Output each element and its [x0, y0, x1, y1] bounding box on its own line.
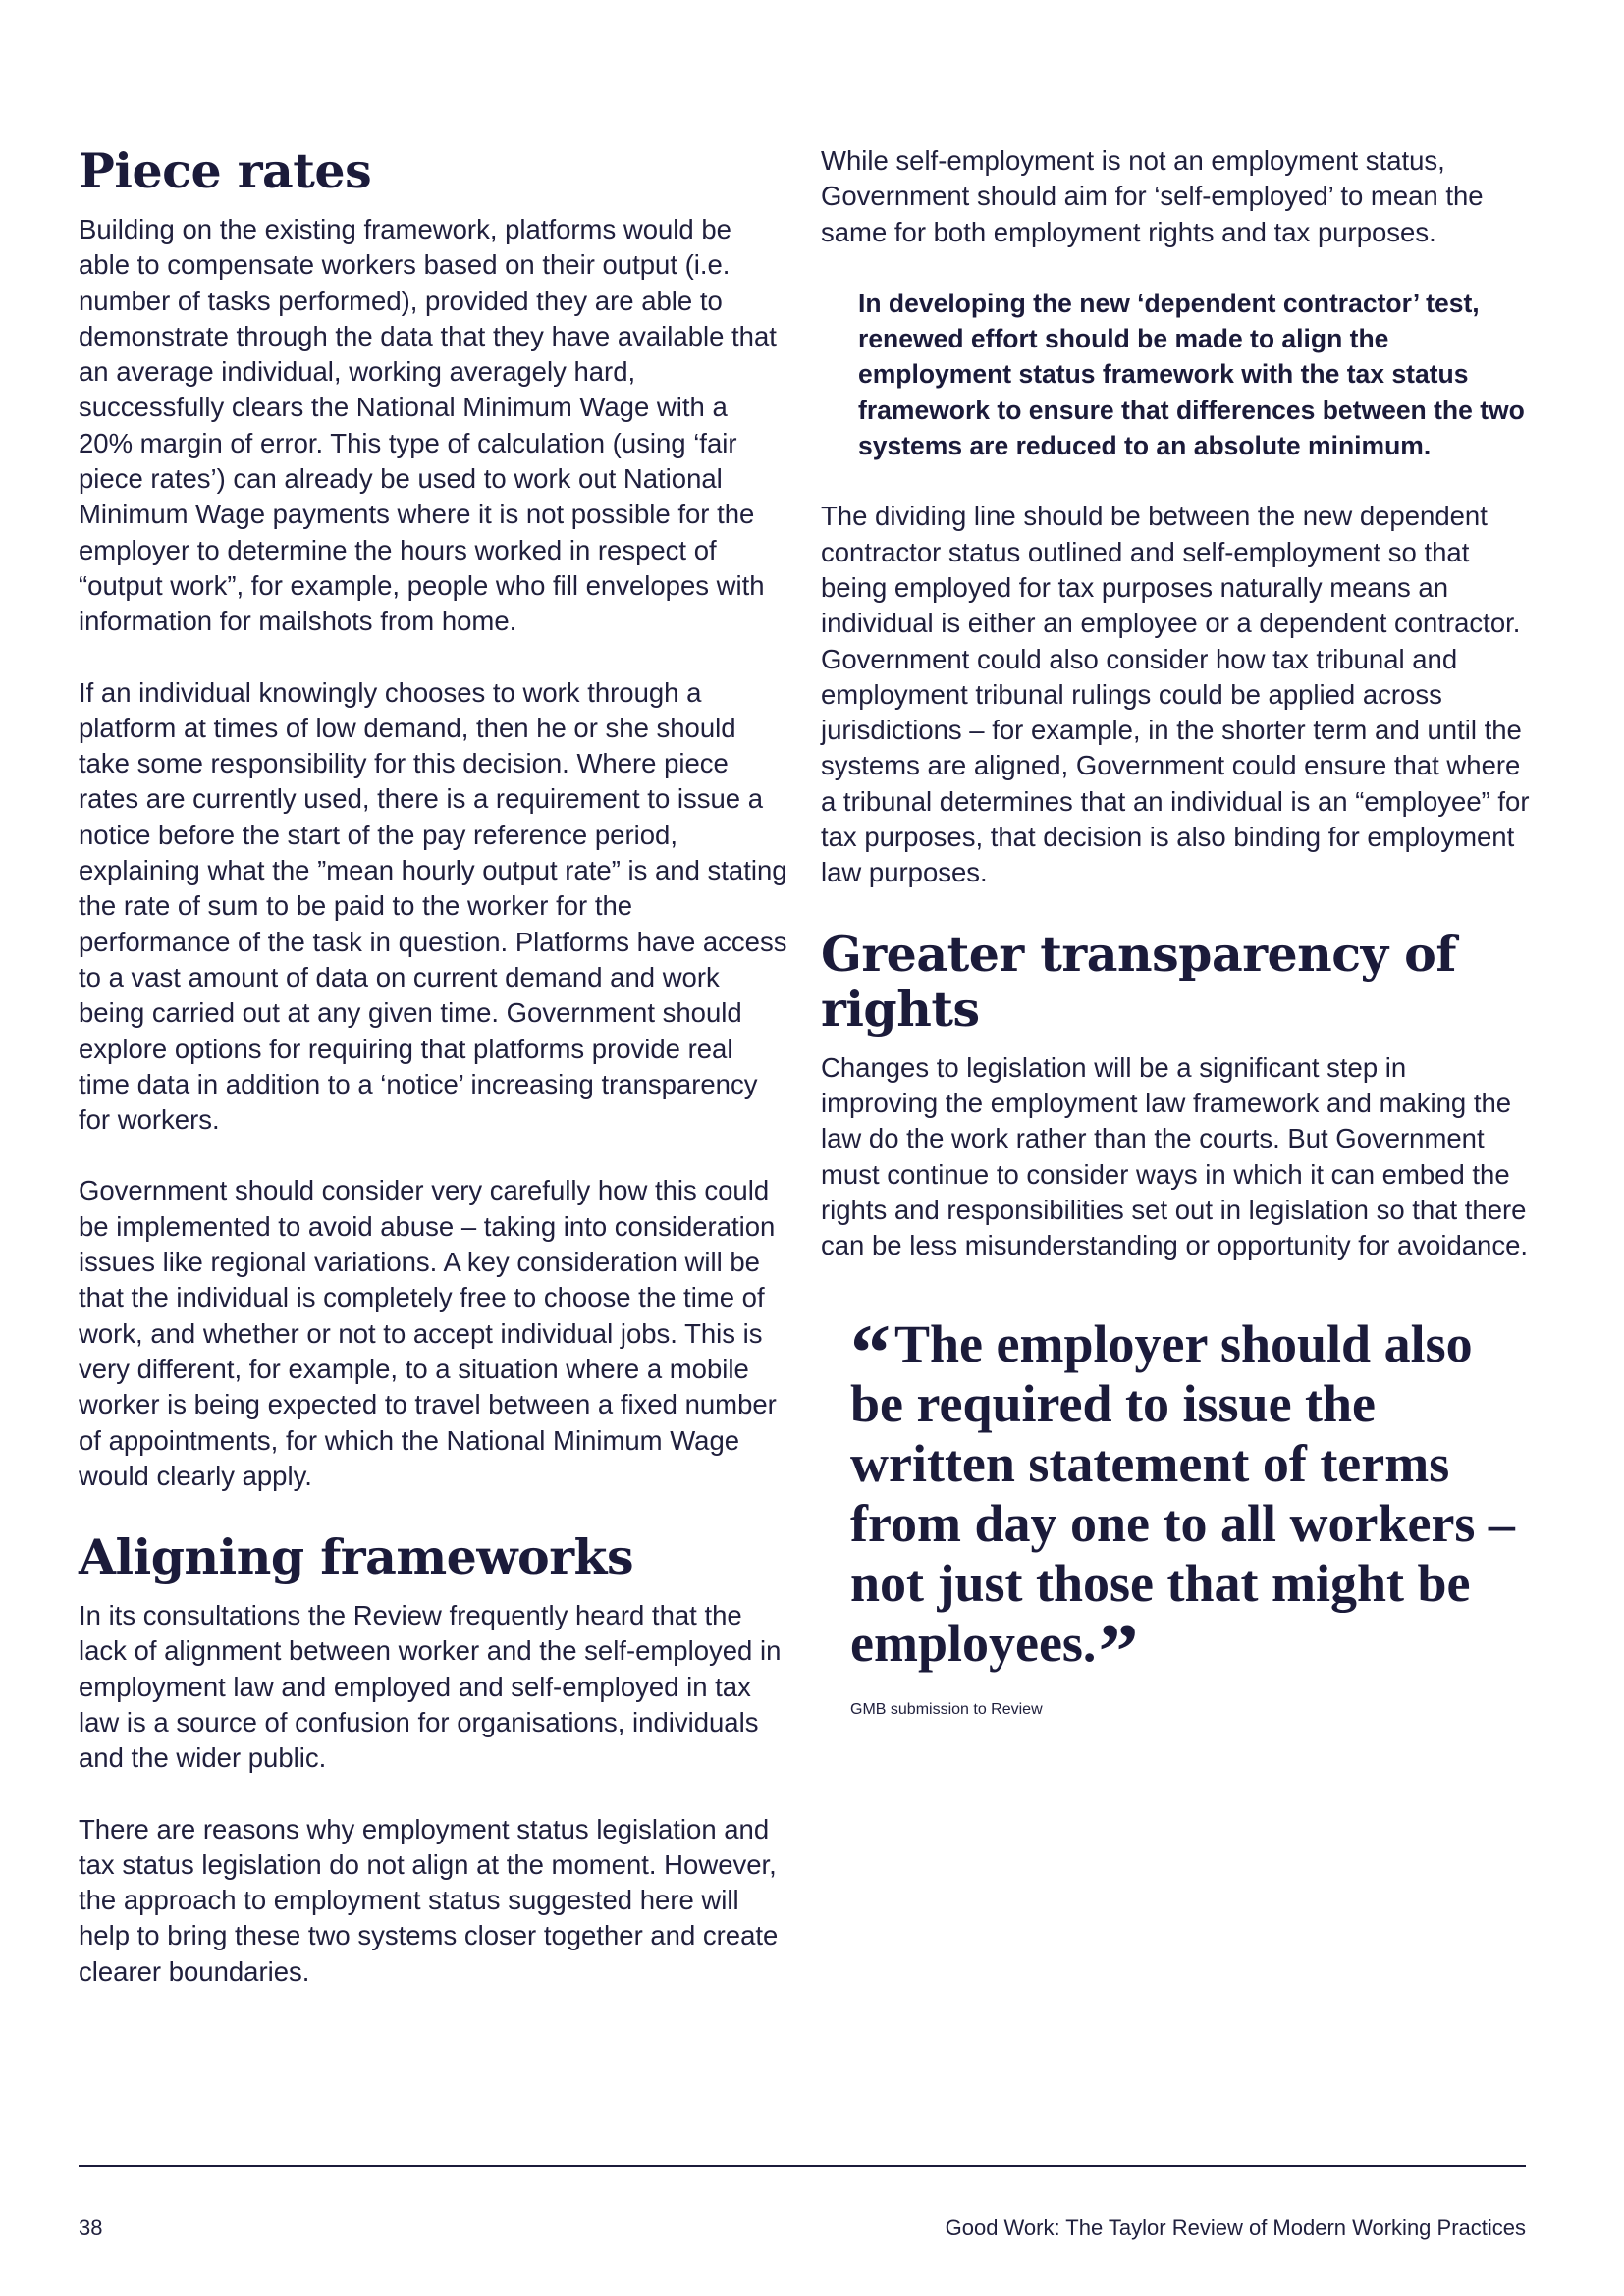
- footer-divider: [79, 2165, 1526, 2167]
- aligning-frameworks-paragraph-1: In its consultations the Review frequently heard that the lack of alignment between worker and the self-employed in employment law and employed and self-employed in tax law is a source of confusion for organisations, individuals and the wider public.: [79, 1600, 782, 1774]
- piece-rates-heading: Piece rates: [79, 142, 372, 199]
- close-quote-mark: ”: [1098, 1607, 1139, 1697]
- piece-rates-paragraph-3: Government should consider very carefully how this could be implemented to avoid abuse – taking into consideration issues like regional variations. A key consideration will be that the individual is completely free to choose the time of work, and whether or not to accept individual jobs. This is very different, for example, to a situation where a mobile worker is being expected to travel between a fixed number of appointments, for which the National Minimum Wage would clearly apply.: [79, 1175, 777, 1491]
- greater-transparency-paragraph: Changes to legislation will be a significant step in improving the employment law framework and making the law do the work rather than the courts. But Government must continue to consider ways in which it can embed the rights and responsibilities set out in legislation so that there can be less misunderstanding or opportunity for avoidance.: [821, 1051, 1529, 1261]
- dividing-line-paragraph: The dividing line should be between the new dependent contractor status outlined and self-employment so that being employed for tax purposes naturally means an individual is either an employee or a dependent contractor. Government could also consider how tax tribunal and employment tribunal rulings could be applied across jurisdictions – for example, in the shorter term and until the systems are aligned, Government could ensure that where a tribunal determines that an individual is an “employee” for tax purposes, that decision is also binding for employment law purposes.: [821, 501, 1530, 888]
- pull-quote-text: The employer should also be required to issue the written statement of terms from day one to all workers – not just those that might be employees.: [850, 1314, 1515, 1674]
- greater-transparency-heading: Greater transparency of rights: [821, 925, 1456, 1038]
- piece-rates-paragraph-1: Building on the existing framework, platforms would be able to compensate workers based on their output (i.e. number of tasks performed), provided they are able to demonstrate through the data that they have available that an average individual, working averagely hard, successfully clears the National Minimum Wage with a 20% margin of error. This type of calculation (using ‘fair piece rates’) can already be used to work out National Minimum Wage payments where it is not possible for the employer to determine the hours worked in respect of “output work”, for example, people who fill envelopes with information for mailshots from home.: [79, 214, 777, 637]
- aligning-frameworks-heading: Aligning frameworks: [79, 1528, 634, 1586]
- pull-quote-source: GMB submission to Review: [850, 1701, 1043, 1719]
- pull-quote-text-block: [850, 1308, 1530, 1697]
- self-employment-intro-paragraph: While self-employment is not an employment status, Government should aim for ‘self-employed’ to mean the same for both employment rights and tax purposes.: [821, 145, 1484, 247]
- pull-quote: [850, 1308, 1530, 1719]
- left-column: [79, 143, 787, 2025]
- right-column: [821, 143, 1530, 1719]
- dependent-contractor-callout: In developing the new ‘dependent contractor’ test, renewed effort should be made to align the employment status framework with the tax status framework to ensure that differences between the two systems are reduced to an absolute minimum.: [858, 288, 1525, 461]
- aligning-frameworks-paragraph-2: There are reasons why employment status legislation and tax status legislation do not align at the moment. However, the approach to employment status suggested here will help to bring these two systems closer together and create clearer boundaries.: [79, 1813, 779, 1987]
- piece-rates-paragraph-2: If an individual knowingly chooses to work through a platform at times of low demand, then he or she should take some responsibility for this decision. Where piece rates are currently used, there is a requirement to issue a notice before the start of the pay reference period, explaining what the ”mean hourly output rate” is and stating the rate of sum to be paid to the worker for the performance of the task in question. Platforms have access to a vast amount of data on current demand and work being carried out at any given time. Government should explore options for requiring that platforms provide real time data in addition to a ‘notice’ increasing transparency for workers.: [79, 676, 787, 1136]
- open-quote-mark: “: [850, 1308, 891, 1398]
- page-number: 38: [79, 2216, 103, 2240]
- publication-title: Good Work: The Taylor Review of Modern Working Practices: [945, 2216, 1526, 2240]
